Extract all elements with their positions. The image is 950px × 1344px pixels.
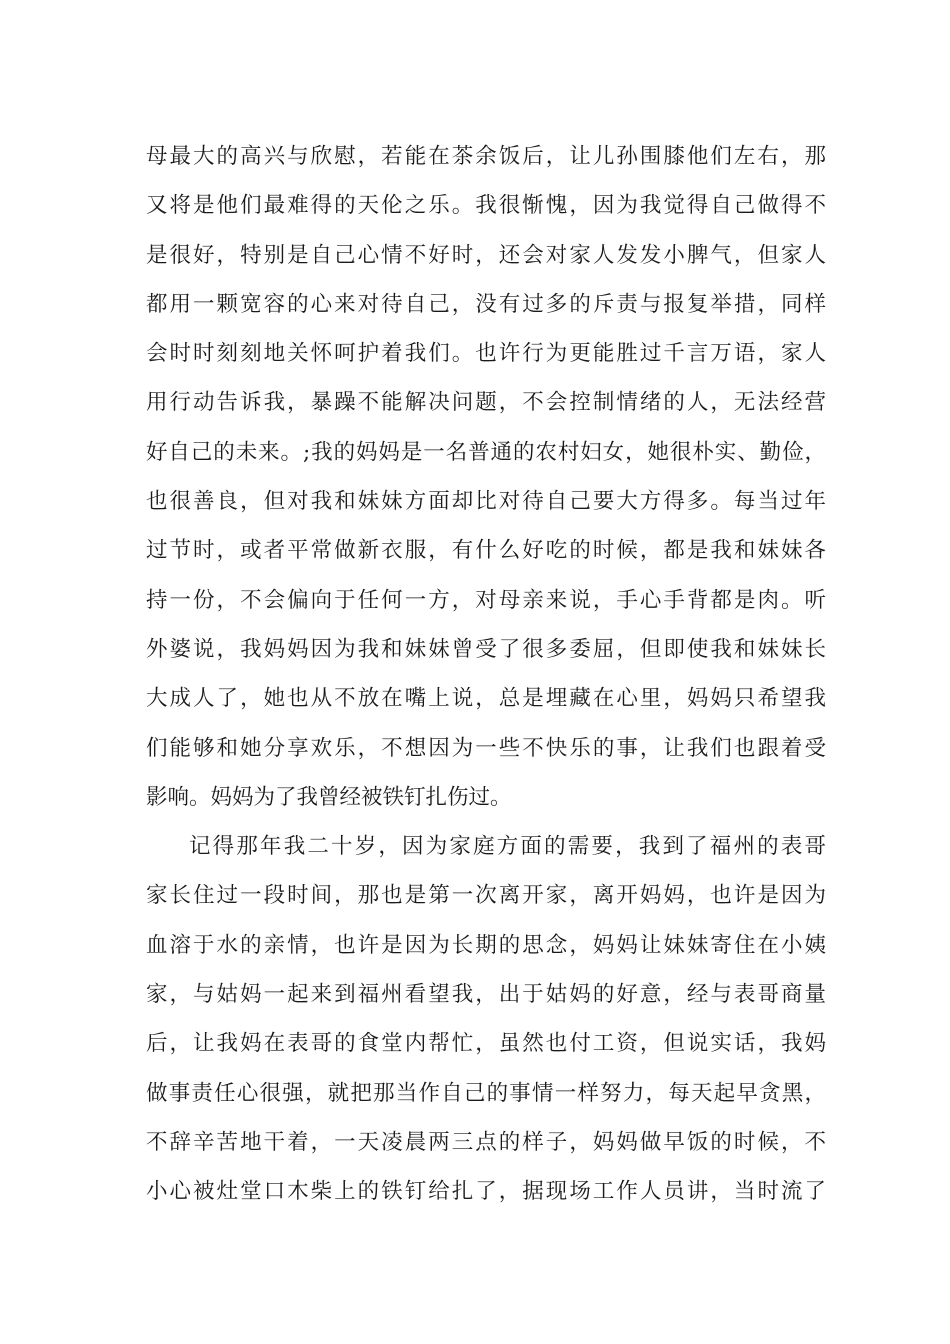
paragraph-2: [146, 822, 826, 1216]
text-line: 是很好，特别是自己心情不好时，还会对家人发发小脾气，但家人: [146, 242, 826, 268]
text-line: 不辞辛苦地干着，一天凌晨两三点的样子，妈妈做早饭的时候，不: [146, 1129, 826, 1155]
text-line: 影响。妈妈为了我曾经被铁钉扎伤过。: [146, 784, 512, 810]
text-line: 母最大的高兴与欣慰，若能在茶余饭后，让儿孙围膝他们左右，那: [146, 144, 826, 169]
text-line: 好自己的未来。;我的妈妈是一名普通的农村妇女，她很朴实、勤俭，: [146, 439, 826, 465]
text-line: 会时时刻刻地关怀呵护着我们。也许行为更能胜过千言万语，家人: [146, 341, 826, 367]
text-line: 们能够和她分享欢乐，不想因为一些不快乐的事，让我们也跟着受: [146, 735, 826, 761]
text-line: 后，让我妈在表哥的食堂内帮忙，虽然也付工资，但说实话，我妈: [146, 1031, 826, 1057]
text-line: 做事责任心很强，就把那当作自己的事情一样努力，每天起早贪黑，: [146, 1080, 826, 1106]
text-line: 持一份，不会偏向于任何一方，对母亲来说，手心手背都是肉。听: [146, 587, 826, 613]
text-line: 家长住过一段时间，那也是第一次离开家，离开妈妈，也许是因为: [146, 883, 826, 909]
paragraph-1: [146, 132, 826, 822]
text-line: 血溶于水的亲情，也许是因为长期的思念，妈妈让妹妹寄住在小姨: [146, 932, 826, 958]
text-line: 也很善良，但对我和妹妹方面却比对待自己要大方得多。每当过年: [146, 489, 826, 515]
text-line: 都用一颗宽容的心来对待自己，没有过多的斥责与报复举措，同样: [146, 291, 826, 317]
text-line: 又将是他们最难得的天伦之乐。我很惭愧，因为我觉得自己做得不: [146, 193, 826, 219]
text-line: 记得那年我二十岁，因为家庭方面的需要，我到了福州的表哥: [189, 834, 826, 860]
text-line: 过节时，或者平常做新衣服，有什么好吃的时候，都是我和妹妹各: [146, 538, 826, 564]
text-line: 家，与姑妈一起来到福州看望我，出于姑妈的好意，经与表哥商量: [146, 982, 826, 1008]
text-line: 用行动告诉我，暴躁不能解决问题，不会控制情绪的人，无法经营: [146, 390, 826, 416]
text-line: 外婆说，我妈妈因为我和妹妹曾受了很多委屈，但即使我和妹妹长: [146, 636, 826, 662]
body-text: [146, 132, 826, 1217]
text-line: 小心被灶堂口木柴上的铁钉给扎了，据现场工作人员讲，当时流了: [146, 1179, 826, 1205]
text-line: 大成人了，她也从不放在嘴上说，总是埋藏在心里，妈妈只希望我: [146, 686, 826, 712]
